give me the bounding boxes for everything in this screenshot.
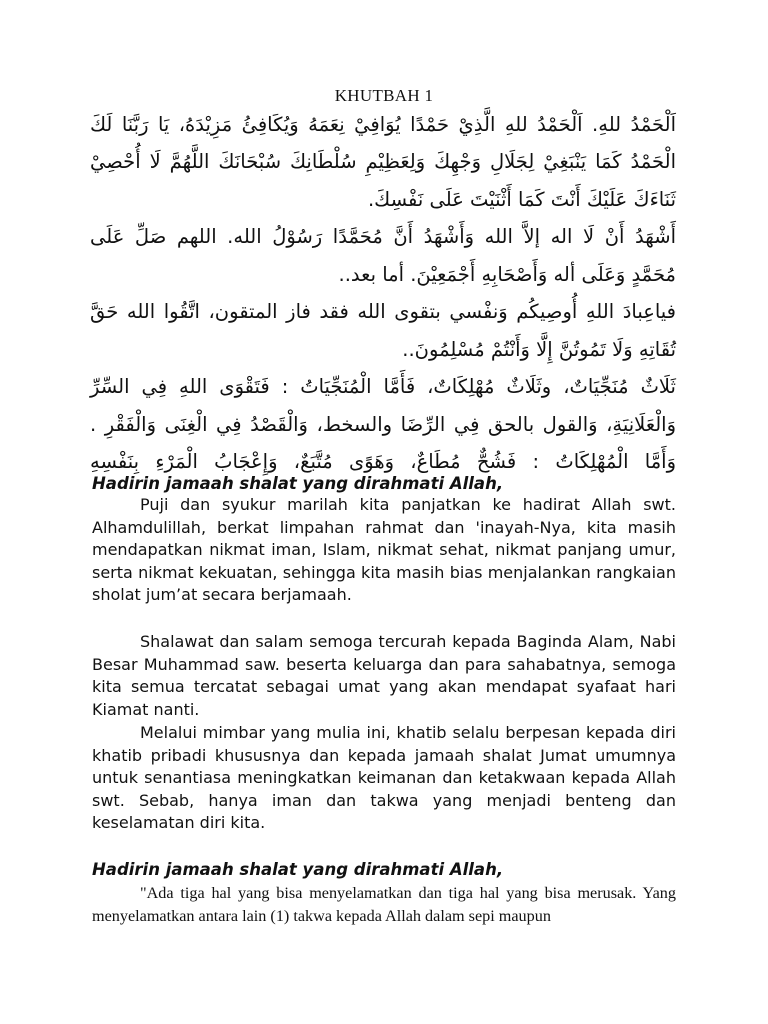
section-heading: Hadirin jamaah shalat yang dirahmati Allah, bbox=[92, 474, 504, 493]
section-heading: Hadirin jamaah shalat yang dirahmati Allah, bbox=[92, 860, 504, 879]
arabic-line: مُحَمَّدٍ وَعَلَى أله وَأَصْحَابِهِ أَجْمَعِيْنَ. أما بعد.. bbox=[338, 263, 676, 286]
document-title: KHUTBAH 1 bbox=[334, 86, 434, 105]
arabic-line: وَالْعَلَانِيَةِ، وَالقول بالحق فِي الرِّضَا والسخط، وَالْقَصْدُ فِي الْغِنَى وَالْفَقْرِ . bbox=[90, 413, 676, 436]
paragraph: Melalui mimbar yang mulia ini, khatib selalu berpesan kepada diri khatib pribadi khususnya dan kepada jamaah shalat Jumat umumnya untuk senantiasa meningkatkan keimanan dan ketakwaan kepada Allah swt. Sebab, hanya iman dan takwa yang menjadi benteng dan keselamatan diri kita. bbox=[92, 723, 676, 833]
arabic-opening-text bbox=[90, 113, 676, 473]
arabic-line: فياعِبادَ اللهِ أُوصِيكُم وَنفْسي بتقوى الله فقد فاز المتقون، اتَّقُوا الله حَقَّ bbox=[90, 300, 676, 323]
arabic-line: ثَنَاءَكَ عَلَيْكَ أَنْتَ كَمَا أَثْنَيْتَ عَلَى نَفْسِكَ. bbox=[367, 188, 676, 211]
arabic-line: تُقَاتِهِ وَلَا تَمُوتُنَّ إِلَّا وَأَنْتُمْ مُسْلِمُونَ.. bbox=[402, 338, 676, 361]
paragraph: Puji dan syukur marilah kita panjatkan ke hadirat Allah swt. Alhamdulillah, berkat limpahan rahmat dan 'inayah-Nya, kita masih mendapatkan nikmat iman, Islam, nikmat sehat, nikmat panjang umur, serta nikmat kekuatan, sehingga kita masih bias menjalankan rangkaian sholat jum’at secara berjamaah. bbox=[92, 495, 676, 605]
paragraph: "Ada tiga hal yang bisa menyelamatkan dan tiga hal yang bisa merusak. Yang menyelamatkan antara lain (1) takwa kepada Allah dalam sepi maupun bbox=[92, 884, 676, 925]
arabic-line: أَشْهَدُ أَنْ لَا اله إلاَّ الله وَأَشْهَدُ أَنَّ مُحَمَّدًا رَسُوْلُ الله. اللهم صَلِّ عَلَى bbox=[90, 225, 676, 248]
arabic-line: وَأَمَّا الْمُهْلِكَاتُ : فَشُحٌّ مُطَاعٌ، وَهَوًى مُتَّبَعٌ، وَإِعْجَابُ الْمَرْءِ بِنَفْسِهِ bbox=[90, 450, 676, 473]
paragraph: Shalawat dan salam semoga tercurah kepada Baginda Alam, Nabi Besar Muhammad saw. beserta keluarga dan para sahabatnya, semoga kita semua tercatat sebagai umat yang akan mendapat syafaat hari Kiamat nanti. bbox=[92, 632, 676, 719]
arabic-line: ثَلَاثٌ مُنَجِّيَاتٌ، وثَلَاثٌ مُهْلِكَاتٌ، فَأَمَّا الْمُنَجِّيَاتُ : فَتَقْوَى اللهِ فِي السِّرِّ bbox=[90, 375, 676, 398]
arabic-line: اَلْحَمْدُ للهِ. اَلْحَمْدُ للهِ الَّذِيْ حَمْدًا يُوَافِيْ نِعَمَهُ وَيُكَافِئُ مَزِيْدَهُ، يَا رَبَّنَا لَكَ bbox=[90, 113, 676, 136]
arabic-line: الْحَمْدُ كَمَا يَنْبَغِيْ لِجَلَالِ وَجْهِكَ وَلِعَظِيْمِ سُلْطَانِكَ سُبْحَانَكَ اللَّهُمَّ لَا أُحْصِيْ bbox=[90, 150, 676, 173]
